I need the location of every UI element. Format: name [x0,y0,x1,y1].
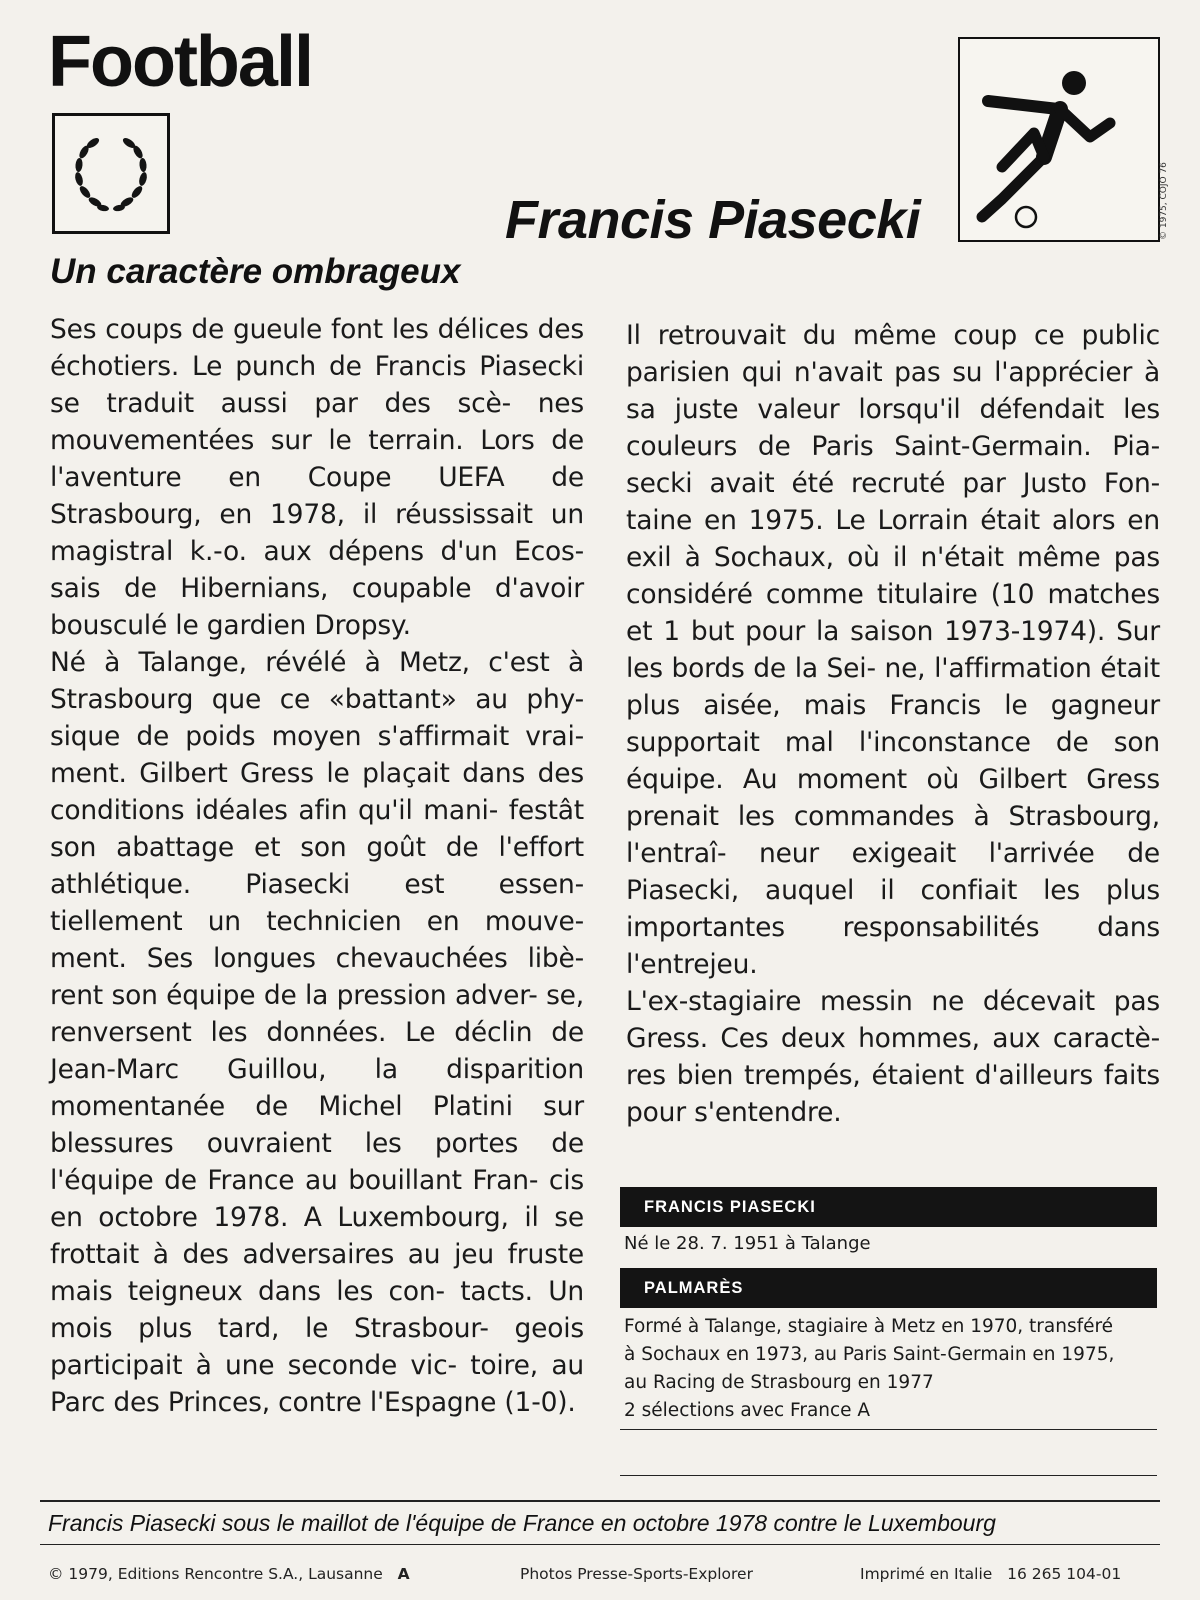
card-code: 16 265 104-01 [1007,1565,1122,1583]
text-line: secki avait été recruté par Justo Fon- [626,468,1160,499]
palmares-heading: PALMARÈS [620,1268,1157,1308]
text-line: matches et 1 but pour la saison [626,579,1160,647]
text-line: Strasbourg que ce «battant» au phy- [50,684,584,715]
text-line: Né à Talange, révélé à Metz, c'est à [50,647,584,678]
print-info [860,1565,1121,1583]
palmares-line: 2 sélections avec France A [624,1400,871,1421]
article-paragraph [50,644,584,1421]
article-paragraph [626,983,1160,1131]
text-line: il se frottait à des adversaires au jeu [50,1202,584,1270]
text-line: auquel il confiait les plus importantes [626,875,1161,943]
photo-credit: Photos Presse-Sports-Explorer [520,1565,753,1583]
text-line: de Jean-Marc Guillou, la disparition [50,1017,584,1085]
article-paragraph [626,317,1160,983]
birth-info: Né le 28. 7. 1951 à Talange [624,1233,871,1254]
palmares-line: à Sochaux en 1973, au Paris Saint-Germain en 1975, [624,1344,1115,1365]
text-line: geois participait à une seconde vic- [50,1313,584,1381]
text-line: bousculé le gardien Dropsy. [50,610,411,641]
text-line: commandes à Strasbourg, l'entraî- [626,801,1160,869]
text-line: taine en 1975. Le Lorrain était alors [626,505,1116,536]
text-line: 1973-1974). Sur les bords de la Sei- [626,616,1160,684]
text-line: l'Espagne (1-0). [369,1387,576,1418]
footer-copyright [48,1565,410,1583]
text-line: Il retrouvait du même coup ce public [626,320,1160,351]
text-line: festât son abattage et son goût de [50,795,584,863]
caption-bottom-rule [40,1544,1160,1545]
category-title: Football [48,22,312,102]
text-line: rent son équipe de la pression adver- [50,980,538,1011]
laurel-badge [52,113,170,234]
text-line: toire, au Parc des Princes, contre [50,1350,584,1418]
text-line: responsabilités dans l'entrejeu. [626,912,1160,980]
text-line: parisien qui n'avait pas su l'apprécier à [626,357,1160,388]
text-line: se, renversent les données. Le déclin [50,980,584,1048]
divider [620,1429,1157,1430]
palmares-line: Formé à Talange, stagiaire à Metz en 1970, transféré [624,1316,1114,1337]
article-column-left [50,311,584,1421]
player-name: Francis Piasecki [505,190,921,250]
text-line: ne, l'affirmation était plus aisée, mais [626,653,1160,721]
text-line: neur exigeait l'arrivée de Piasecki, [626,838,1160,906]
series-letter: A [397,1565,410,1583]
text-line: tacts. Un mois plus tard, le Strasbour- [50,1276,584,1344]
text-line: en exil à Sochaux, où il n'était même [626,505,1160,573]
text-line: pas considéré comme titulaire (10 [626,542,1160,610]
photo-caption: Francis Piasecki sous le maillot de l'équipe de France en octobre 1978 contre le Luxembourg [48,1510,996,1536]
text-line: couleurs de Paris Saint-Germain. Pia- [626,431,1160,462]
text-line: blessures ouvraient les portes de [50,1128,584,1159]
text-line: Gress. Ces deux hommes, aux caractè- [626,1023,1160,1054]
publisher-copyright: © 1979, Editions Rencontre S.A., Lausanne [48,1565,383,1583]
text-line: l'effort athlétique. Piasecki est essen- [50,832,584,900]
palmares-line: au Racing de Strasbourg en 1977 [624,1372,934,1393]
text-line: Francis le gagneur supportait mal [626,690,1160,758]
text-line: Piasecki se traduit aussi par des scè- [50,351,584,419]
text-line: ment. Gilbert Gress le plaçait dans [50,758,526,789]
text-line: des conditions idéales afin qu'il mani- [50,758,584,826]
text-line: sique de poids moyen s'affirmait vrai- [50,721,584,752]
text-line: Lors de l'aventure en Coupe UEFA de [50,425,584,493]
caption-top-rule [40,1500,1160,1502]
text-line: cis en octobre 1978. A Luxembourg, [50,1165,584,1233]
laurel-wreath-icon [55,116,167,231]
text-line: l'équipe de France au bouillant Fran- [50,1165,539,1196]
text-line: Strasbourg, en 1978, il réussissait un [50,499,584,530]
text-line: nes mouvementées sur le terrain. [50,388,584,456]
text-line: fruste mais teigneux dans les con- [50,1239,584,1307]
football-player-kicking-icon [960,39,1158,240]
text-line: sais de Hibernians, coupable d'avoir [50,573,584,604]
article-paragraph [50,311,584,644]
text-line: pour s'entendre. [626,1097,842,1128]
text-line: tiellement un technicien en mouve- [50,906,584,937]
palmares-text [624,1313,1160,1425]
article-subtitle: Un caractère ombrageux [50,252,461,291]
text-line: moment où Gilbert Gress prenait les [626,764,1160,832]
text-line: sa juste valeur lorsqu'il défendait les [626,394,1160,425]
pictogram-copyright: © 1975, COJO 76 [1159,162,1169,240]
text-line: l'inconstance de son équipe. Au [626,727,1160,795]
text-line: momentanée de Michel Platini sur [50,1091,584,1122]
text-line: Ses coups de gueule font les délices [50,314,529,345]
infobox-name-heading: FRANCIS PIASECKI [620,1187,1157,1227]
article-column-right [626,317,1160,1131]
text-line: ment. Ses longues chevauchées libè- [50,943,584,974]
printed-location: Imprimé en Italie [860,1565,993,1583]
divider [620,1475,1157,1476]
text-line: res bien trempés, étaient d'ailleurs faits [626,1060,1160,1091]
text-line: des échotiers. Le punch de Francis [50,314,584,382]
text-line: magistral k.-o. aux dépens d'un Ecos- [50,536,584,567]
text-line: L'ex-stagiaire messin ne décevait pas [626,986,1160,1017]
sport-pictogram [958,37,1160,242]
